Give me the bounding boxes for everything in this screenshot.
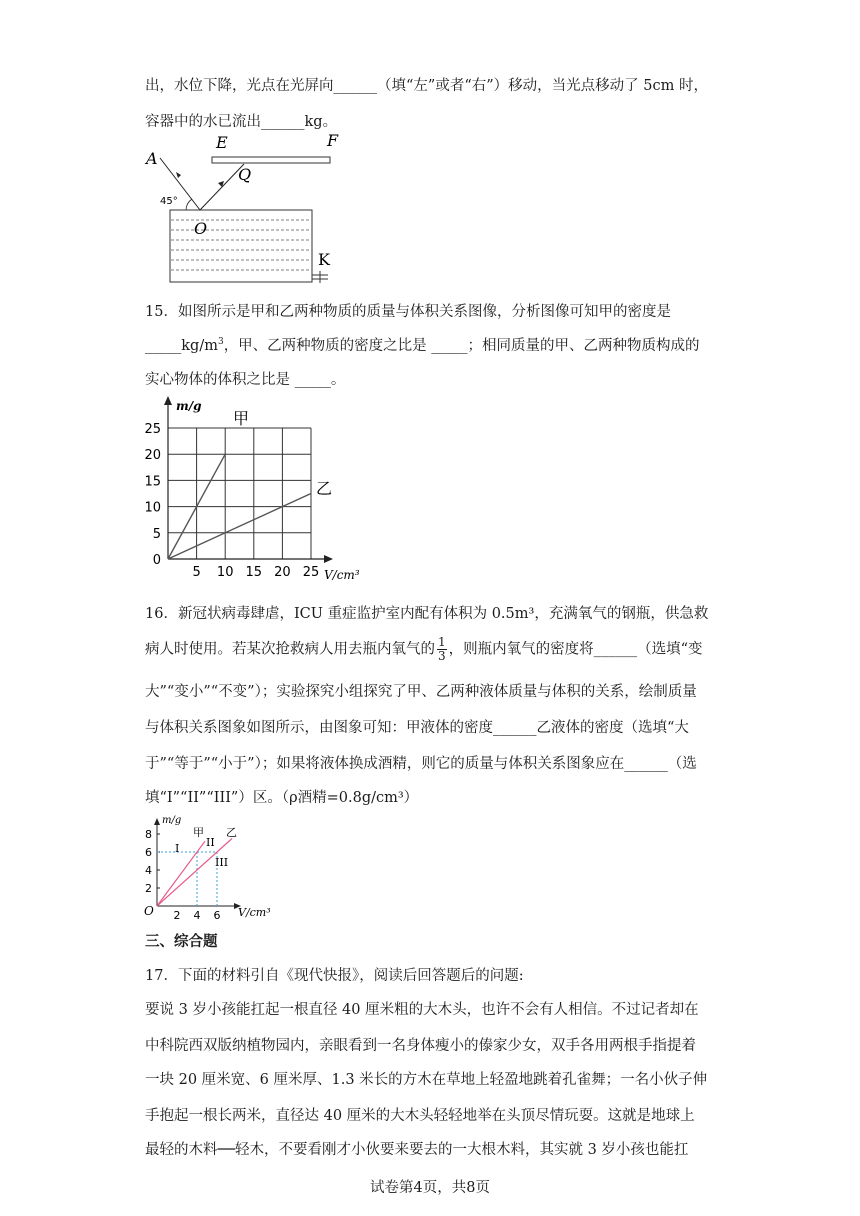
label-E: E: [216, 133, 228, 152]
region-label: II: [206, 836, 215, 849]
x-tick-label: 6: [213, 909, 221, 922]
y-tick-label: 2: [145, 882, 152, 895]
page-footer: 试卷第4页，共8页: [370, 1180, 490, 1196]
label-A: A: [146, 149, 158, 168]
y-tick-label: 25: [144, 422, 161, 437]
x-tick-label: 15: [245, 565, 263, 580]
series-label: 乙: [226, 826, 237, 839]
fraction-one-third: [437, 636, 447, 663]
y-tick-label: 20: [144, 448, 161, 464]
y-axis-arrow: [164, 396, 172, 405]
q17-line-5: 手抱起一根长两米，直径达 40 厘米的大木头轻轻地举在头顶尽情玩耍。这就是地球上: [145, 1108, 695, 1124]
density-chart-2: [140, 814, 280, 924]
y-tick-label: 6: [145, 846, 152, 859]
angle-label: 45°: [160, 196, 178, 207]
density-chart-1: [140, 392, 380, 588]
q15-line-2-sup: 3: [217, 337, 224, 348]
q16-line-2: [145, 636, 703, 663]
x-axis-label: V/cm³: [238, 906, 271, 919]
region-label: III: [215, 856, 229, 869]
y-tick-label: 0: [152, 553, 161, 568]
q16-line-4: 与体积关系图象如图所示，由图象可知：甲液体的密度______乙液体的密度（选填“大: [145, 720, 689, 736]
y-tick-label: 8: [145, 828, 152, 841]
frac-den: 3: [438, 649, 446, 663]
x-tick-label: 2: [173, 909, 181, 922]
q14-line-1: 出，水位下降，光点在光屏向______（填“左”或者“右”）移动，当光点移动了 5cm 时，: [145, 78, 708, 94]
series-label: 甲: [233, 409, 250, 428]
q16-line-2b: ，则瓶内氧气的密度将______（选填“变: [448, 641, 703, 658]
q15-line-2a: _____kg/m: [145, 338, 218, 354]
y-axis-label: m/g: [176, 399, 202, 413]
x-tick-label: 4: [193, 909, 201, 922]
section-3-title: 三、综合题: [145, 934, 218, 950]
q15-line-1: 15．如图所示是甲和乙两种物质的质量与体积关系图像，分析图像可知甲的密度是: [145, 304, 671, 320]
q17-line-2: 要说 3 岁小孩能扛起一根直径 40 厘米粗的大木头，也许不会有人相信。不过记者却在: [145, 1002, 699, 1018]
x-tick-label: 10: [216, 565, 234, 580]
q17-line-4: 一块 20 厘米宽、6 厘米厚、1.3 米长的方木在草地上轻盈地跳着孔雀舞；一名小伙子伸: [145, 1072, 708, 1088]
label-K: K: [318, 250, 330, 269]
series-line: [157, 839, 232, 907]
q17-line-1: 17．下面的材料引自《现代快报》，阅读后回答题后的问题:: [145, 968, 524, 984]
q17-line-3: 中科院西双版纳植物园内，亲眼看到一名身体瘦小的傣家少女，双手各用两根手指提着: [145, 1038, 696, 1054]
label-Q: Q: [238, 165, 252, 184]
region-label: I: [175, 842, 180, 855]
x-axis-arrow: [324, 555, 333, 563]
y-axis-arrow: [154, 818, 160, 825]
y-tick-label: 15: [144, 474, 161, 490]
mirror-diagram: [140, 128, 340, 288]
series-label: 甲: [193, 826, 204, 839]
frac-num: 1: [438, 635, 446, 649]
q16-line-5: 于”“等于”“小于”）；如果将液体换成酒精，则它的质量与体积关系图象应在______（选: [145, 756, 697, 772]
label-O: O: [194, 219, 208, 238]
q17-line-6: 最轻的木料──轻木，不要看刚才小伙要来要去的一大根木料，其实就 3 岁小孩也能扛: [145, 1142, 689, 1158]
y-axis-label: m/g: [162, 815, 182, 826]
q15-line-2b: ，甲、乙两种物质的密度之比是 _____；相同质量的甲、乙两种物质构成的: [223, 338, 700, 354]
x-axis-label: V/cm³: [324, 568, 360, 582]
series-label: 乙: [316, 479, 333, 498]
series-line: [157, 841, 205, 906]
q16-line-2a: 病人时使用。若某次抢救病人用去瓶内氧气的: [145, 641, 435, 658]
x-tick-label: 20: [274, 565, 291, 580]
label-F: F: [327, 131, 339, 150]
x-tick-label: 5: [192, 565, 201, 580]
y-tick-label: 5: [152, 526, 161, 542]
x-tick-label: 25: [302, 565, 320, 580]
q16-line-3: 大”“变小”“不变”）；实验探究小组探究了甲、乙两种液体质量与体积的关系，绘制质量: [145, 684, 697, 700]
origin-label: O: [144, 904, 154, 918]
series-line: [168, 494, 311, 560]
q16-line-1: 16．新冠状病毒肆虐，ICU 重症监护室内配有体积为 0.5m³，充满氧气的钢瓶，供急救: [145, 606, 709, 622]
y-tick-label: 10: [144, 500, 161, 516]
q15-line-2: [145, 334, 700, 355]
y-tick-label: 4: [145, 864, 152, 877]
q16-line-6: 填“I”“II”“III”）区。（ρ酒精=0.8g/cm³）: [145, 790, 419, 806]
q15-line-3: 实心物体的体积之比是 _____。: [145, 372, 346, 388]
q14-line-2: 容器中的水已流出______kg。: [145, 114, 338, 130]
